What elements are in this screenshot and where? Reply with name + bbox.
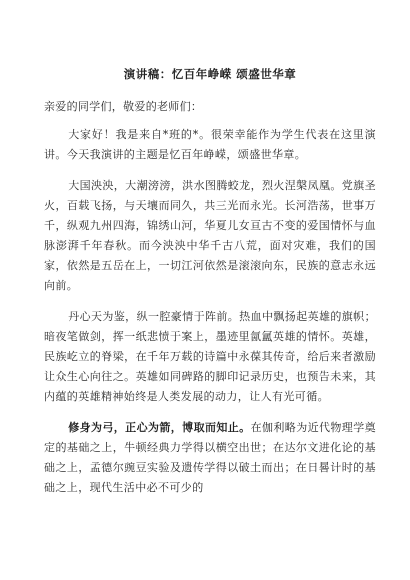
document-title: 演讲稿：忆百年峥嵘 颂盛世华章 [123,67,297,81]
paragraph-lead-sentence: 修身为弓，正心为箭，博取而知止。 [68,421,251,434]
paragraph-greeting: 大家好！我是来自*班的*。很荣幸能作为学生代表在这里演讲。今天我演讲的主题是忆百年峥嵘，颂盛世华章。 [44,128,376,161]
paragraph-great-nation: 大国泱泱，大潮滂滂，洪水图腾蛟龙，烈火涅槃凤凰。党旗圣火，百载飞扬，与天壤而同久，共三光而永光。长河浩荡，世事万千，纵观九州四海，锦绣山河，华夏儿女亘古不变的爱国情怀与血脉澎湃千年春秋。而今泱泱中华千古八荒，面对灾难，我们的国家，依然是五岳在上，一切江河依然是滚滚向东，民族的意志永远向前。 [44,179,376,292]
salutation: 亲爱的同学们，敬爱的老师们： [44,100,203,113]
paragraph-body-text: 在伽利略为近代物理学奠定的基础之上，牛顿经典力学得以横空出世；在达尔文进化论的基础之上，孟德尔豌豆实验及遗传学得以破土而出；在日晷计时的基础之上，现代生活中必不可少的 [44,421,376,494]
paragraph-heroes: 丹心天为鉴，纵一腔豪情于阵前。热血中飘扬起英雄的旗帜；暗夜笔做剑，挥一纸悲愤于案上，墨迹里氤氲英雄的情怀。英雄，民族屹立的脊梁，在千年万载的诗篇中永葆其传奇，给后来者激励让众生心向往之。英雄如同碑路的脚印记录历史，也预告未来，其内蕴的英雄精神始终是人类发展的动力，让人有光可循。 [44,310,376,403]
paragraph-self-cultivation [44,418,376,498]
